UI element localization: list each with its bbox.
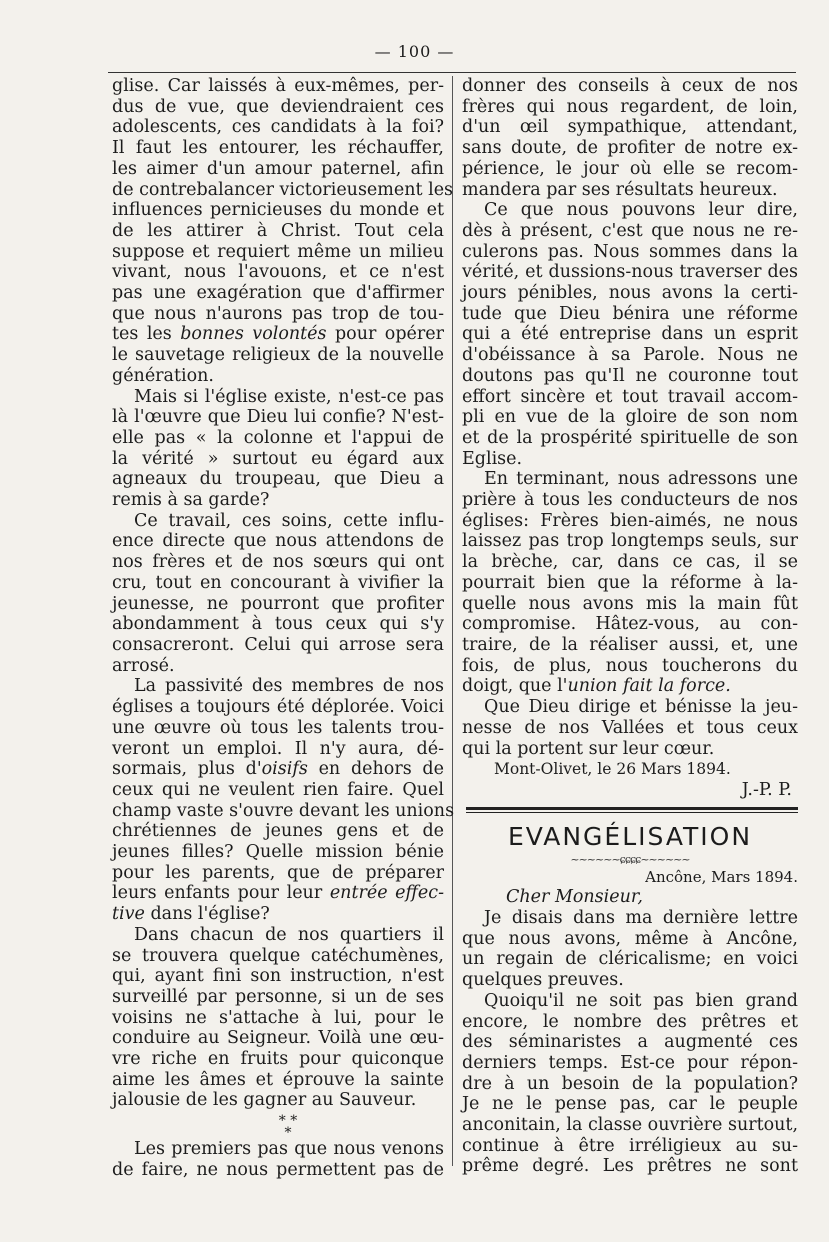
text-line: dès à présent, c'est que nous ne re- [462, 220, 798, 241]
text-line: tude que Dieu bénira une réforme [462, 303, 798, 324]
paragraph [112, 1139, 444, 1180]
text-line: d'obéissance à sa Parole. Nous ne [462, 345, 798, 366]
text-line: et de la prospérité spirituelle de son [462, 427, 798, 448]
text-line: arrosé. [112, 655, 175, 676]
text-line: Quoiqu'il ne soit pas bien grand [484, 990, 798, 1011]
text-line: conduire au Seigneur. Voilà une œu- [112, 1028, 444, 1049]
text-line: Je ne le pense pas, car le peuple [462, 1094, 798, 1115]
text-line: tive dans l'église? [112, 904, 270, 925]
text-line: que nous avons, même à Ancône, [462, 928, 798, 949]
letter-place-date: Ancône, Mars 1894. [645, 867, 798, 886]
page-number: — 100 — [374, 42, 455, 61]
text-line: traire, de la réaliser aussi, et, une [462, 634, 798, 655]
asterism-top: * * [278, 1113, 298, 1130]
text-line: nesse de nos Vallées et tous ceux [462, 717, 798, 738]
column-divider [452, 76, 453, 1166]
text-line: abondamment à tous ceux qui s'y [112, 614, 444, 635]
text-line: jeunesse, ne pourront que profiter [112, 593, 444, 614]
text-line: doigt, que l'union fait la force. [462, 676, 731, 697]
paragraph [462, 200, 798, 469]
text-line: ceux qui ne veulent rien faire. Quel [112, 779, 444, 800]
italic-phrase: union fait la force. [567, 676, 731, 697]
text-line: veront un emploi. Il n'y aura, dé- [112, 738, 444, 759]
text-line: fois, de plus, nous toucherons du [462, 655, 798, 676]
text-line: Mais si l'église existe, n'est-ce pas [134, 386, 444, 407]
text-line: les aimer d'un amour paternel, afin [112, 158, 444, 179]
paragraph [112, 76, 454, 324]
text-line: En terminant, nous adressons une [484, 469, 798, 490]
italic-phrase: bonnes volontés [180, 324, 327, 345]
text-line: Que Dieu dirige et bénisse la jeu- [484, 697, 798, 718]
text-line: jalousie de les gagner au Sauveur. [112, 1090, 417, 1111]
italic-phrase: entrée effec- [329, 883, 444, 904]
text-line: La passivité des membres de nos [134, 676, 444, 697]
text-line: églises a toujours été déplorée. Voici [112, 697, 444, 718]
paragraph [112, 925, 444, 1111]
paragraph [112, 779, 455, 884]
text-line: remis à sa garde? [112, 490, 270, 511]
text-line: Les premiers pas que nous venons [134, 1139, 444, 1160]
text-line: sans doute, de profiter de notre ex- [462, 138, 798, 159]
asterism-bottom: * [284, 1125, 292, 1142]
text-line: quelques preuves. [462, 970, 624, 991]
text-line: génération. [112, 365, 214, 386]
text-line: aime les âmes et éprouve la sainte [112, 1069, 444, 1090]
left-column [112, 76, 455, 1181]
text-line: Il faut les entourer, les réchauffer, [112, 138, 444, 159]
text-line: doutons pas qu'Il ne couronne tout [462, 365, 798, 386]
text-line: laissez pas trop longtemps seuls, sur [462, 531, 798, 552]
text-line: adolescents, ces candidats à la foi? [112, 117, 444, 138]
text-line: pourrait bien que la réforme à la- [462, 572, 798, 593]
text-line: prière à tous les conducteurs de nos [462, 490, 798, 511]
section-rule [466, 807, 798, 813]
text-line: pas une exagération que d'affirmer [112, 283, 444, 304]
text-line: un regain de cléricalisme; en voici [462, 949, 798, 970]
paragraph [112, 345, 444, 386]
text-line: de contrebalancer victorieusement les [112, 179, 454, 200]
text-line: donner des conseils à ceux de nos [462, 76, 798, 96]
paragraph [462, 991, 798, 1177]
text-line: jeunes filles? Quelle mission bénie [112, 842, 444, 863]
text-line: culerons pas. Nous sommes dans la [462, 241, 798, 262]
text-line: pour les parents, que de préparer [112, 862, 444, 883]
text-line: elle pas « la colonne et l'appui de [112, 427, 444, 448]
text-line: pli en vue de la gloire de son nom [462, 407, 798, 428]
text-line: suppose et requiert même un milieu [112, 241, 444, 262]
text-line: tes les bonnes volontés pour opérer [112, 324, 444, 345]
signoff-place-date: Mont-Olivet, le 26 Mars 1894. [494, 760, 731, 779]
text-line: frères qui nous regardent, de loin, [462, 96, 798, 117]
text-line: sormais, plus d'oisifs en dehors de [112, 759, 444, 780]
text-line: une œuvre où tous les talents trou- [112, 717, 444, 738]
text-line: qui, ayant fini son instruction, n'est [112, 966, 444, 987]
signoff-initials: J.-P. P. [741, 779, 792, 800]
text-line: Dans chacun de nos quartiers il [134, 924, 444, 945]
text-line: mandera par ses résultats heureux. [462, 179, 778, 200]
paragraph [462, 908, 798, 991]
text-line: qui a été entreprise dans un esprit [462, 324, 798, 345]
text-line: Ce travail, ces soins, cette influ- [134, 510, 444, 531]
paragraph [462, 76, 798, 200]
paragraph [462, 469, 798, 676]
text-line: dre à un besoin de la population? [462, 1073, 798, 1094]
text-line: vivant, nous l'avouons, et ce n'est [112, 262, 444, 283]
text-line: là l'œuvre que Dieu lui confie? N'est- [112, 407, 444, 428]
text-line: continue à être irréligieux au su- [462, 1135, 798, 1156]
text-line: églises: Frères bien-aimés, ne nous [462, 510, 798, 531]
text-line: d'un œil sympathique, attendant, [462, 117, 798, 138]
text-line: voisins ne s'attache à lui, pour le [112, 1007, 444, 1028]
text-line: jours pénibles, nous avons la certi- [462, 283, 798, 304]
text-line: des séminaristes a augmenté ces [462, 1032, 798, 1053]
text-line: prême degré. Les prêtres ne sont [462, 1156, 798, 1177]
section-heading: EVANGÉLISATION [507, 821, 753, 851]
right-column [462, 76, 798, 1177]
text-line: se trouvera quelque catéchumènes, [112, 945, 444, 966]
text-line: de faire, ne nous permettent pas de [112, 1159, 444, 1180]
text-line: la brèche, car, dans ce cas, il se [462, 552, 798, 573]
text-line: vérité, et dussions-nous traverser des [462, 262, 798, 283]
text-line: qui la portent sur leur cœur. [462, 738, 715, 759]
text-line: Ce que nous pouvons leur dire, [484, 200, 798, 221]
text-line: anconitain, la classe ouvrière surtout, [462, 1115, 799, 1136]
text-line: surveillé par personne, si un de ses [112, 986, 444, 1007]
ornament-flourish: ~~~~~~ɕɕɕɕ~~~~~~ [570, 852, 690, 866]
text-line: compromise. Hâtez-vous, au con- [462, 614, 798, 635]
paragraph [112, 511, 444, 677]
text-line: le sauvetage religieux de la nouvelle [112, 345, 444, 366]
text-line: cru, tout en concourant à vivifier la [112, 572, 444, 593]
text-line: champ vaste s'ouvre devant les unions [112, 800, 455, 821]
text-line: encore, le nombre des prêtres et [462, 1011, 798, 1032]
paragraph [112, 387, 444, 511]
text-line: agneaux du troupeau, que Dieu a [112, 469, 444, 490]
text-line: nos frères et de nos sœurs qui ont [112, 552, 444, 573]
letter-salutation: Cher Monsieur, [506, 887, 643, 908]
text-line: vre riche en fruits pour quiconque [112, 1049, 444, 1070]
text-line: que nous n'aurons pas trop de tou- [112, 303, 444, 324]
text-line: Je disais dans ma dernière lettre [484, 908, 798, 929]
text-line: de les attirer à Christ. Tout cela [112, 220, 444, 241]
text-line: quelle nous avons mis la main fût [462, 593, 798, 614]
text-line: leurs enfants pour leur entrée effec- [112, 883, 444, 904]
text-line: derniers temps. Est-ce pour répon- [462, 1052, 798, 1073]
header-rule [108, 72, 796, 73]
text-line: périence, le jour où elle se recom- [462, 158, 798, 179]
text-line: influences pernicieuses du monde et [112, 200, 444, 221]
text-line: effort sincère et tout travail accom- [462, 386, 798, 407]
paragraph [112, 676, 444, 759]
text-line: consacreront. Celui qui arrose sera [112, 634, 444, 655]
italic-word: oisifs [261, 759, 308, 780]
text-line: Eglise. [462, 448, 523, 469]
text-line: ence directe que nous attendons de [112, 531, 444, 552]
text-line: dus de vue, que deviendraient ces [112, 96, 444, 117]
text-line: chrétiennes de jeunes gens et de [112, 821, 444, 842]
text-line: glise. Car laissés à eux-mêmes, per- [112, 76, 444, 96]
text-line: la vérité » surtout eu égard aux [112, 448, 444, 469]
italic-word: tive [112, 904, 145, 925]
paragraph [462, 697, 798, 759]
